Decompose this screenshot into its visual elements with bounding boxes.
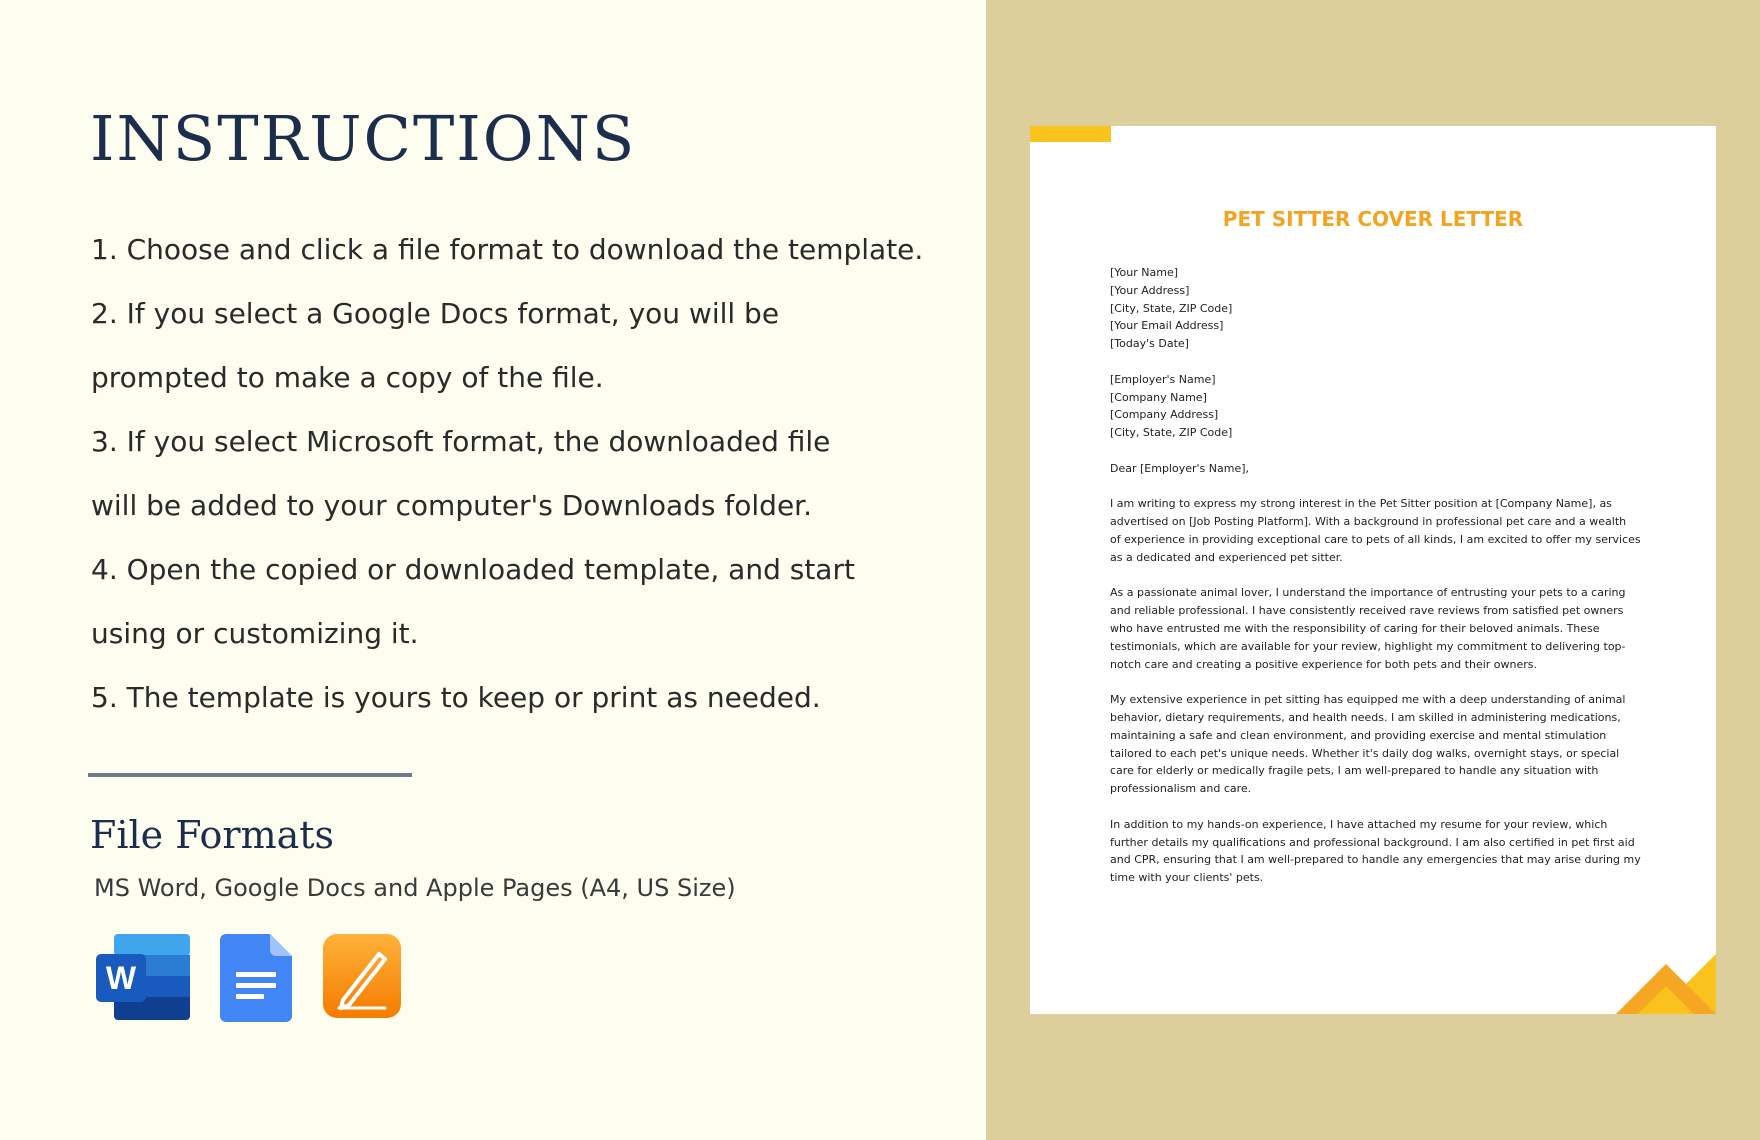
instructions-heading: INSTRUCTIONS [90,102,637,175]
paragraph-line: behavior, dietary requirements, and health needs. I am skilled in administering medications, [1110,710,1621,724]
paragraph-line: further details my qualifications and professional background. I am also certified in pet first aid [1110,835,1635,849]
paragraph-line: As a passionate animal lover, I understand the importance of entrusting your pets to a caring [1110,586,1626,600]
greeting: Dear [Employer's Name], [1110,461,1250,475]
sender-line: [City, State, ZIP Code] [1110,301,1233,315]
file-formats-description: MS Word, Google Docs and Apple Pages (A4, US Size) [94,874,736,902]
section-divider [88,773,412,777]
paragraph-line: testimonials, which are available for your review, highlight my commitment to delivering top- [1110,639,1626,653]
paragraph-line: as a dedicated and experienced pet sitter. [1110,550,1343,564]
paragraph-line: notch care and creating a positive experience for both pets and their owners. [1110,657,1537,671]
sender-line: [Your Email Address] [1110,319,1224,333]
instruction-line: will be added to your computer's Downloads folder. [91,489,813,522]
instruction-line: 4. Open the copied or downloaded template, and start [91,553,855,586]
paragraph-line: time with your clients' pets. [1110,871,1264,885]
sender-block [1110,264,1640,353]
instruction-line: 3. If you select Microsoft format, the downloaded file [91,425,831,458]
letter-paragraph [1110,584,1640,673]
recipient-block [1110,371,1640,442]
paragraph-line: advertised on [Job Posting Platform]. With a background in professional pet care and a wealth [1110,515,1627,529]
paragraph-line: tailored to each pet's unique needs. Whether it's daily dog walks, overnight stays, or special [1110,746,1620,760]
paragraph-line: and CPR, ensuring that I am well-prepared to handle any emergencies that may arise during my [1110,853,1641,867]
paragraph-line: professionalism and care. [1110,782,1252,796]
instruction-line: using or customizing it. [91,617,419,650]
google-docs-icon[interactable] [220,934,292,1022]
letter-title: PET SITTER COVER LETTER [1222,207,1524,231]
top-accent-tab [1030,126,1111,142]
recipient-line: [City, State, ZIP Code] [1110,426,1233,440]
recipient-line: [Company Name] [1110,390,1207,404]
word-icon-letter: W [105,960,137,996]
letter-paragraph [1110,691,1640,798]
sender-line: [Your Address] [1110,283,1190,297]
instruction-line: 1. Choose and click a file format to download the template. [91,233,924,266]
letter-body [1110,264,1640,905]
paragraph-line: care for elderly or medically fragile pets, I am well-prepared to handle any situation with [1110,764,1599,778]
recipient-line: [Employer's Name] [1110,372,1216,386]
paragraph-line: In addition to my hands-on experience, I have attached my resume for your review, which [1110,817,1608,831]
sender-line: [Today's Date] [1110,337,1189,351]
paragraph-line: maintaining a safe and clean environment, and providing exercise and mental stimulation [1110,728,1607,742]
instruction-line: 5. The template is yours to keep or print as needed. [91,681,821,714]
paragraph-line: I am writing to express my strong interest in the Pet Sitter position at [Company Name], as [1110,497,1612,511]
instruction-line: prompted to make a copy of the file. [91,361,604,394]
corner-accent [1616,954,1716,1014]
file-formats-heading: File Formats [90,813,335,857]
instruction-line: 2. If you select a Google Docs format, you will be [91,297,780,330]
apple-pages-icon[interactable] [323,934,401,1018]
paragraph-line: My extensive experience in pet sitting has equipped me with a deep understanding of animal [1110,693,1626,707]
paragraph-line: who have entrusted me with the responsibility of caring for their beloved animals. These [1110,621,1600,635]
letter-preview [1030,126,1716,1014]
letter-paragraph [1110,495,1640,566]
paragraph-line: and reliable professional. I have consistently received rave reviews from satisfied pet owners [1110,604,1624,618]
sender-line: [Your Name] [1110,266,1179,279]
microsoft-word-icon[interactable] [96,934,190,1020]
recipient-line: [Company Address] [1110,408,1219,422]
letter-paragraph [1110,816,1640,887]
instruction-steps [91,218,971,730]
paragraph-line: of experience in providing exceptional care to pets of all kinds, I am excited to offer my services [1110,532,1641,546]
